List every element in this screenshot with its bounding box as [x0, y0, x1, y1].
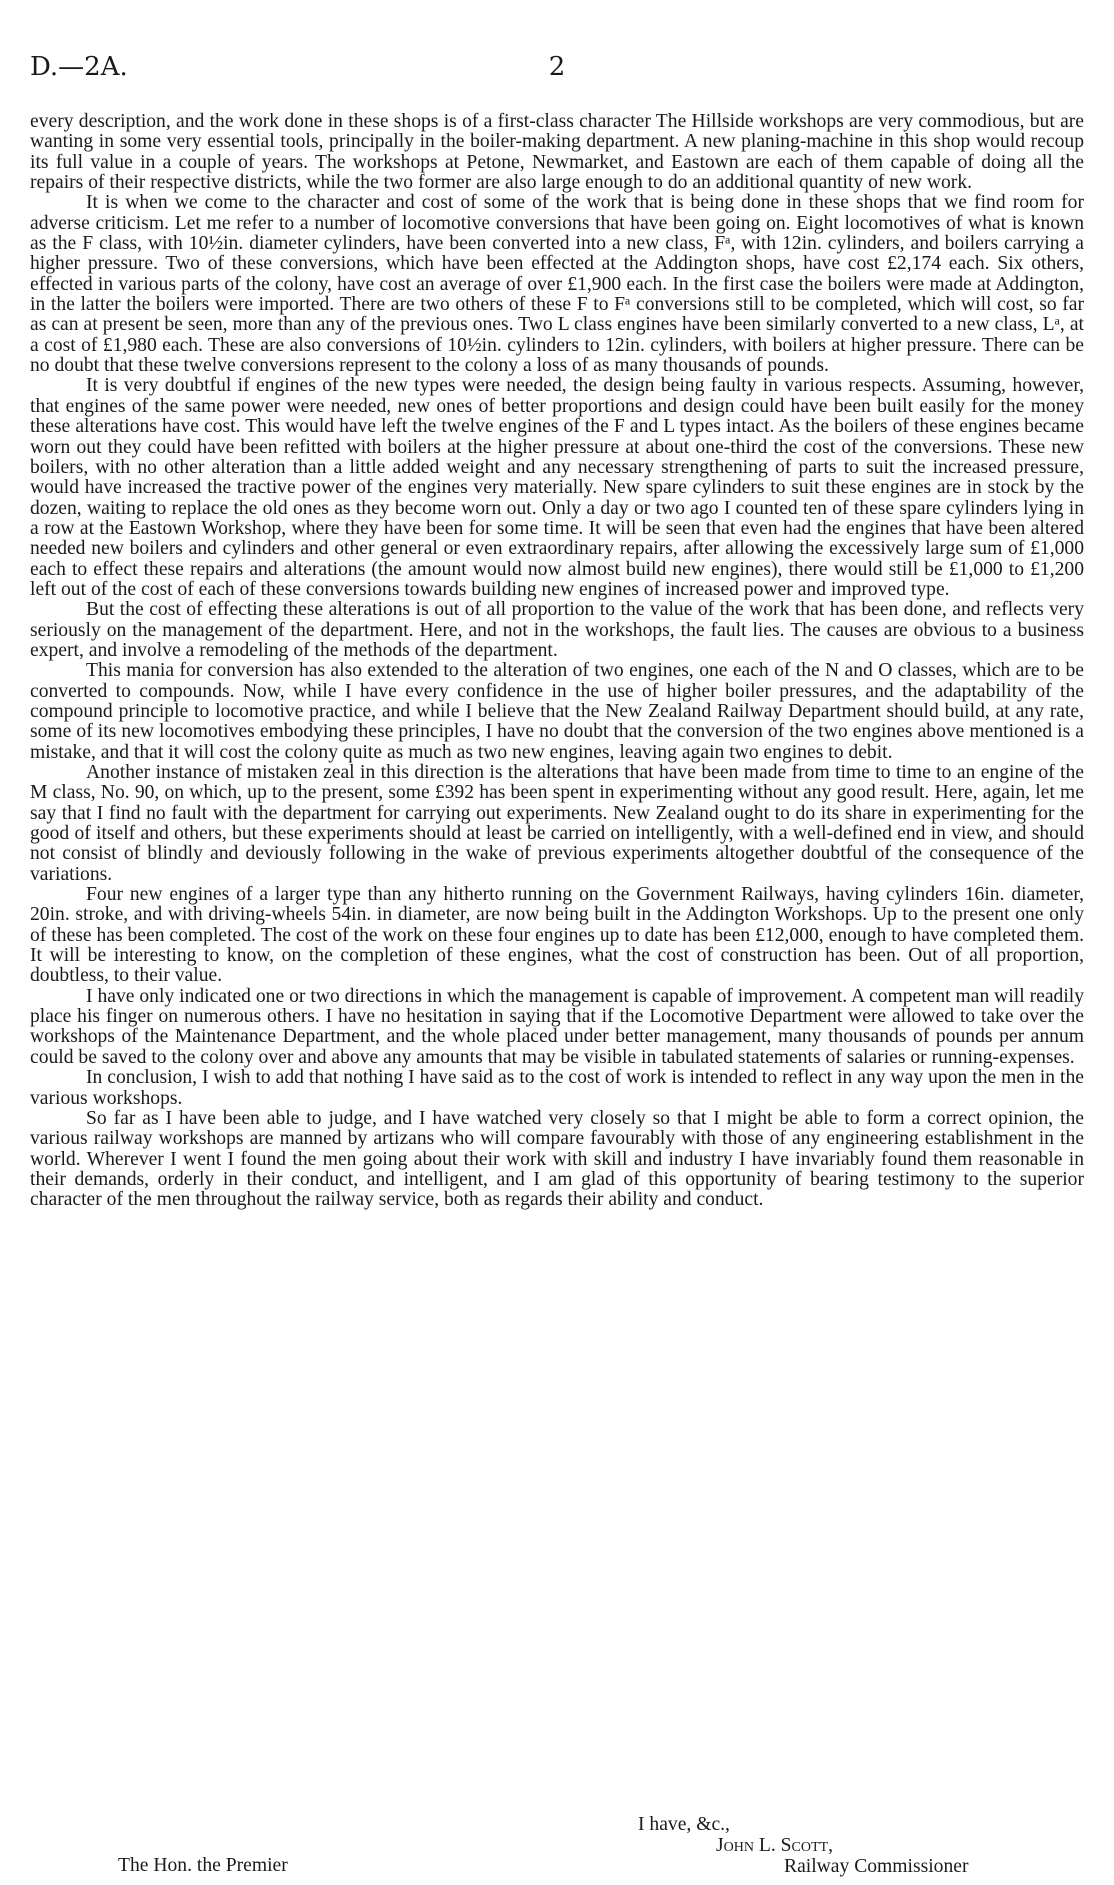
paragraph: This mania for conversion has also extended to the alteration of two engines, one each of the N and O classes, which are to be converted to compounds. Now, while I have every confidence in the use of higher boiler pressures, and the adaptability of the compound principle to locomotive practice, and while I believe that the New Zealand Railway Department should build, at any rate, some of its new locomotives embodying these principles, I have no doubt that the conversion of the two engines above mentioned is a mistake, and that it will cost the colony quite as much as two new engines, leaving again two engines to debit.	[30, 660, 1084, 763]
addressee: The Hon. the Premier	[118, 1855, 288, 1876]
paragraph: It is very doubtful if engines of the new types were needed, the design being faulty in various respects. Assuming, however, that engines of the same power were needed, new ones of better proportions and design could have been built easily for the money these alterations have cost. This would have left the twelve engines of the F and L types intact. As the boilers of these engines became worn out they could have been refitted with boilers at the higher pressure at about one-third the cost of the conversions. These new boilers, with no other alteration than a little added weight and any necessary strengthening of parts to suit the increased pressure, would have increased the tractive power of the engines very materially. New spare cylinders to suit these engines are in stock by the dozen, waiting to replace the old ones as they become worn out. Only a day or two ago I counted ten of these spare cylinders lying in a row at the Eastown Workshop, where they have been for some time. It will be seen that even had the engines that have been altered needed new boilers and cylinders and other general or even extraordinary repairs, after allowing the excessively large sum of £1,000 each to effect these repairs and alterations (the amount would now almost build new engines), there would still be £1,000 to £1,200 left out of the cost of each of these conversions towards building new engines of increased power and improved type.	[30, 375, 1084, 600]
document-reference: D.—2A.	[30, 52, 128, 82]
paragraph: So far as I have been able to judge, and I have watched very closely so that I might be able to form a correct opinion, the various railway workshops are manned by artizans who will compare favourably with those of any engineering establishment in the world. Wherever I went I found the men going about their work with skill and industry I have invariably found them reasonable in their demands, orderly in their conduct, and intelligent, and I am glad of this opportunity of bearing testimony to the superior character of the men throughout the railway service, both as regards their ability and conduct.	[30, 1107, 1084, 1211]
paragraph: I have only indicated one or two directions in which the management is capable of improvement. A competent man will readily place his finger on numerous others. I have no hesitation in saying that if the Locomotive Department were allowed to take over the workshops of the Maintenance Department, and the whole placed under better management, many thousands of pounds per annum could be saved to the colony over and above any amounts that may be visible in tabulated statements of salaries or running-expenses.	[30, 985, 1084, 1068]
paragraph: Another instance of mistaken zeal in this direction is the alterations that have been made from time to time to an engine of the M class, No. 90, on which, up to the present, some £392 has been spent in experimenting without any good result. Here, again, let me say that I find no fault with the department for carrying out experiments. New Zealand ought to do its share in experimenting for the good of itself and others, but these experiments should at least be carried on intelligently, with a well-defined end in view, and should not consist of blindly and deviously following in the wake of previous experiments altogether doubtful of the consequence of the variations.	[30, 762, 1084, 885]
page-number: 2	[548, 52, 566, 82]
signatory-title: Railway Commissioner	[784, 1856, 969, 1877]
paragraph: It is when we come to the character and cost of some of the work that is being done in these shops that we find room for adverse criticism. Let me refer to a number of locomotive conversions that have been going on. Eight locomotives of what is known as the F class, with 10½in. diameter cylinders, have been converted into a new class, Fᵃ, with 12in. cylinders, and boilers carrying a higher pressure. Two of these conversions, which have been effected at the Addington shops, have cost £2,174 each. Six others, effected in various parts of the colony, have cost an average of over £1,900 each. In the first case the boilers were made at Addington, in the latter the boilers were imported. There are two others of these F to Fᵃ conversions still to be completed, which will cost, so far as can at present be seen, more than any of the previous ones. Two L class engines have been similarly converted to a new class, Lᵃ, at a cost of £1,980 each. These are also conversions of 10½in. cylinders to 12in. cylinders, with boilers at higher pressure. There can be no doubt that these twelve conversions represent to the colony a loss of as many thousands of pounds.	[30, 192, 1084, 377]
paragraph: Four new engines of a larger type than any hitherto running on the Government Railways, having cylinders 16in. diameter, 20in. stroke, and with driving-wheels 54in. in diameter, are now being built in the Addington Workshops. Up to the present one only of these has been completed. The cost of the work on these four engines up to date has been £12,000, enough to have completed them. It will be interesting to know, on the completion of these engines, what the cost of construction has been. Out of all proportion, doubtless, to their value.	[30, 884, 1084, 987]
paragraph: But the cost of effecting these alterations is out of all proportion to the value of the work that has been done, and reflects very seriously on the management of the department. Here, and not in the workshops, the fault lies. The causes are obvious to a business expert, and involve a remodeling of the methods of the department.	[30, 599, 1084, 661]
body-text	[30, 112, 1084, 1211]
paragraph: In conclusion, I wish to add that nothing I have said as to the cost of work is intended to reflect in any way upon the men in the various workshops.	[30, 1067, 1084, 1109]
page-header	[30, 52, 1084, 92]
closing-phrase: I have, &c.,	[638, 1814, 730, 1835]
paragraph: every description, and the work done in these shops is of a first-class character The Hillside workshops are very commodious, but are wanting in some very essential tools, principally in the boiler-making department. A new planing-machine in this shop would recoup its full value in a couple of years. The workshops at Petone, Newmarket, and Eastown are each of them capable of doing all the repairs of their respective districts, while the two former are also large enough to do an additional quantity of new work.	[30, 111, 1084, 194]
signatory-name: John L. Scott,	[716, 1835, 833, 1856]
